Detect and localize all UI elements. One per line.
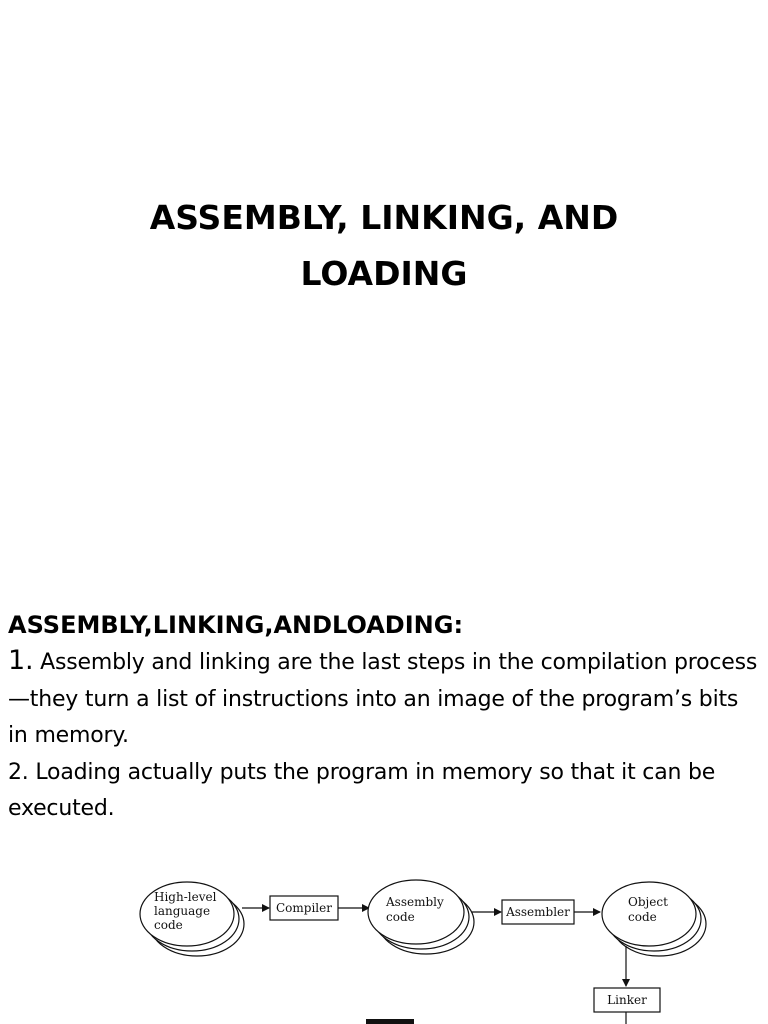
linker-box [594, 988, 660, 1012]
assembly-label-line-2: code [386, 910, 415, 924]
linker-label: Linker [607, 993, 647, 1007]
assembler-label: Assembler [506, 905, 570, 919]
point-1-text: Assembly and linking are the last steps in the compilation process—they turn a list of instructions into an image of the program’s bits in memory. [8, 650, 758, 748]
content-section [8, 607, 760, 828]
point-1 [8, 643, 760, 755]
point-1-number: 1. [8, 645, 34, 676]
assembly-label-line-1: Assembly [386, 895, 444, 909]
hll-label-line-1: High-level [154, 890, 217, 904]
assembler-box [502, 900, 574, 924]
object-label-line-2: code [628, 910, 657, 924]
section-heading: ASSEMBLY,LINKING,ANDLOADING: [8, 611, 464, 639]
hll-label-line-2: language [154, 904, 211, 918]
high-level-code-stack [140, 882, 244, 956]
compiler-box [270, 896, 338, 920]
slide-title [0, 190, 768, 302]
point-2: 2. Loading actually puts the program in memory so that it can be executed. [8, 759, 716, 821]
title-line-1: ASSEMBLY, LINKING, AND [149, 198, 619, 237]
assembly-code-stack [368, 880, 474, 954]
object-code-stack [602, 882, 706, 956]
compiler-label: Compiler [276, 901, 332, 915]
title-line-2: LOADING [300, 254, 468, 293]
hll-label-line-3: code [154, 918, 183, 932]
compilation-flow-diagram [0, 860, 768, 1024]
object-label-line-1: Object [628, 895, 668, 909]
cropped-diagram-fragment [366, 1019, 414, 1024]
